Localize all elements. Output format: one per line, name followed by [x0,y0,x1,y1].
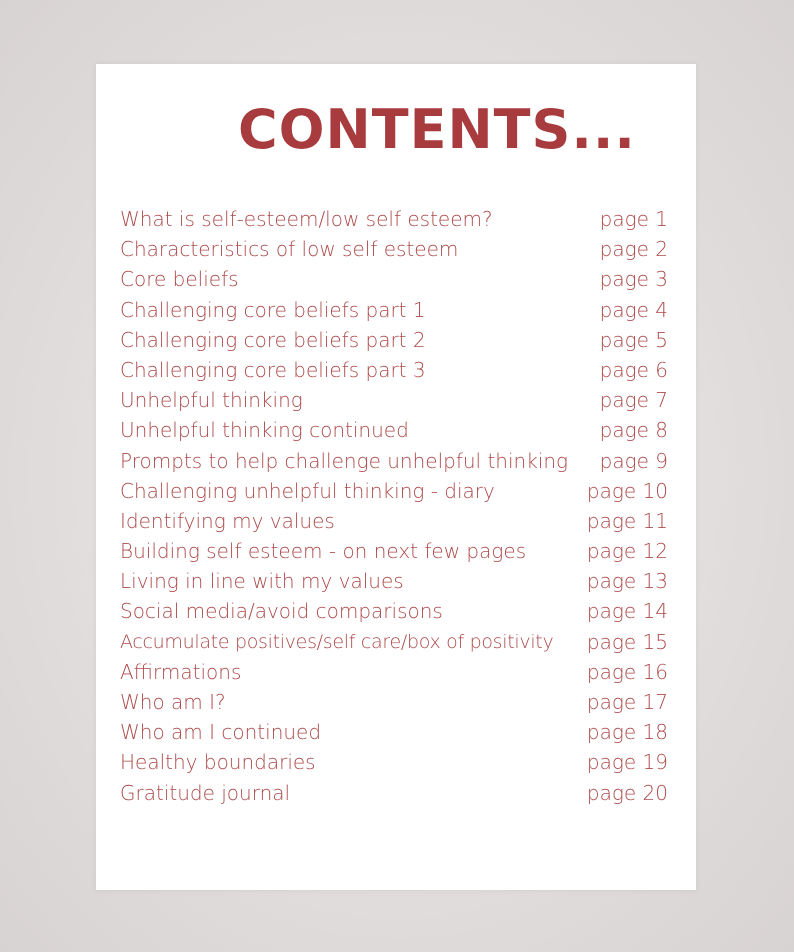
toc-entry-page: page 7 [599,388,668,413]
toc-entry-page: page 5 [599,327,668,352]
toc-entry-title: What is self-esteem/low self esteem? [120,207,493,231]
toc-entry-page: page 1 [599,207,668,231]
toc-entry [120,657,670,687]
toc-entry-page: page 3 [599,267,668,292]
toc-entry-title: Unhelpful thinking continued [120,418,409,443]
toc-entry-page: page 13 [586,569,668,594]
toc-entry-page: page 9 [599,448,668,473]
toc-entry [120,204,670,234]
toc-entry-title: Gratitude journal [120,780,291,805]
toc-entry [120,687,670,717]
toc-entry [120,446,670,476]
toc-entry-page: page 11 [586,508,668,533]
toc-entry [120,778,670,808]
toc-entry [120,536,670,566]
toc-entry [120,295,670,325]
toc-entry-title: Prompts to help challenge unhelpful thinking [120,448,569,473]
toc-entry [120,355,670,385]
table-of-contents [120,204,670,808]
toc-entry-title: Who am I? [120,690,226,714]
toc-entry-page: page 6 [599,357,668,382]
contents-page [96,64,696,890]
toc-entry-title: Core beliefs [120,267,239,292]
toc-entry [120,476,670,506]
toc-entry-title: Accumulate positives/self care/box of positivity [120,630,554,653]
toc-entry-page: page 18 [586,720,668,745]
toc-entry-title: Identifying my values [120,508,335,533]
toc-entry [120,385,670,415]
toc-entry-title: Challenging core beliefs part 2 [120,327,426,352]
toc-entry-title: Who am I continued [120,720,322,745]
toc-entry [120,264,670,294]
toc-entry [120,415,670,445]
toc-entry-page: page 8 [599,418,668,443]
toc-entry-title: Building self esteem - on next few pages [120,539,527,564]
toc-entry [120,747,670,777]
toc-entry-title: Challenging core beliefs part 1 [120,297,426,322]
toc-entry-page: page 19 [586,750,668,775]
toc-entry-title: Living in line with my values [120,569,404,594]
toc-entry-title: Social media/avoid comparisons [120,599,443,624]
toc-entry [120,325,670,355]
toc-entry-page: page 17 [586,690,668,714]
toc-entry-title: Affirmations [120,659,242,684]
toc-entry-title: Challenging unhelpful thinking - diary [120,478,495,503]
toc-entry-page: page 16 [586,659,668,684]
toc-entry-page: page 12 [586,539,668,564]
toc-entry [120,627,670,657]
toc-entry-title: Challenging core beliefs part 3 [120,357,426,382]
toc-entry [120,596,670,626]
toc-entry [120,234,670,264]
toc-entry-page: page 10 [586,478,668,503]
toc-entry-page: page 4 [599,297,668,322]
toc-entry-page: page 14 [586,599,668,624]
toc-entry-title: Unhelpful thinking [120,388,303,413]
toc-entry-title: Healthy boundaries [120,750,316,775]
contents-heading: CONTENTS... [238,98,636,161]
toc-entry [120,506,670,536]
toc-entry-page: page 20 [586,780,668,805]
toc-entry-page: page 15 [586,629,668,654]
toc-entry [120,566,670,596]
toc-entry-page: page 2 [599,237,668,262]
toc-entry [120,717,670,747]
toc-entry-title: Characteristics of low self esteem [120,237,459,262]
